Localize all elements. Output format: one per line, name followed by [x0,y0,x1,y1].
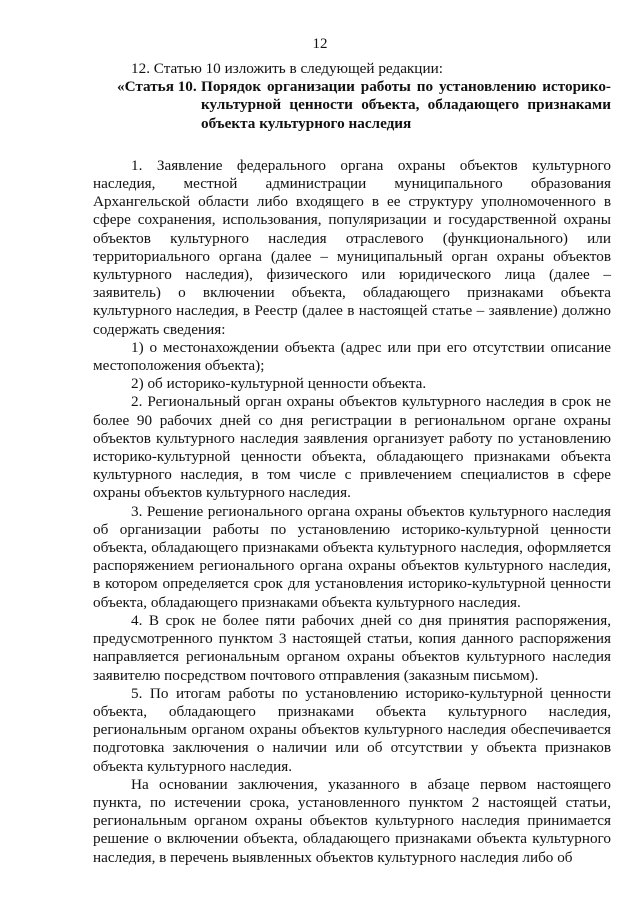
article-heading [93,78,611,133]
amendment-intro: 12. Статью 10 изложить в следующей редакции: [131,60,443,77]
paragraph-2: 2. Региональный орган охраны объектов культурного наследия в срок не более 90 рабочих дней со дня регистрации в региональном органе охраны объектов культурного наследия заявления организует работу по установлению историко-культурной ценности объекта, обладающего признаками объекта культурного наследия, в том числе с привлечением специалистов в сфере охраны объектов культурного наследия. [93,393,611,502]
page-number: 12 [312,36,328,52]
paragraph-1-item-2: 2) об историко-культурной ценности объекта. [131,375,427,393]
paragraph-5: 5. По итогам работы по установлению историко-культурной ценности объекта, обладающего признаками объекта культурного наследия, региональным органом охраны объектов культурного наследия обеспечивается подготовка заключения о наличии или об отсутствии у объекта признаков объекта культурного наследия. [93,684,611,775]
paragraph-1: 1. Заявление федерального органа охраны объектов культурного наследия, местной администрации муниципального образования Архангельской области либо входящего в ее структуру уполномоченного в сфере сохранения, использования, популяризации и государственной охраны объектов культурного наследия отраслевого (функционального) или территориального органа (далее – муниципальный орган охраны объектов культурного наследия), физического или юридического лица (далее – заявитель) о включении объекта, обладающего признаками объекта культурного наследия, в Реестр (далее в настоящей статье – заявление) должно содержать сведения: [93,156,611,338]
paragraph-3: 3. Решение регионального органа охраны объектов культурного наследия об организации работы по установлению историко-культурной ценности объекта, обладающего признаками объекта культурного наследия, оформляется распоряжением регионального органа охраны объектов культурного наследия, в котором определяется срок для установления историко-культурной ценности объекта, обладающего признаками объекта культурного наследия. [93,502,611,611]
article-title: Порядок организации работы по установлению историко-культурной ценности объекта, обладающего признаками объекта культурного наследия [201,78,611,132]
heading-spacer [93,145,611,157]
document-body [93,60,611,867]
paragraph-4: 4. В срок не более пяти рабочих дней со дня принятия распоряжения, предусмотренного пунктом 3 настоящей статьи, копия данного распоряжения направляется региональным органом охраны объектов культурного наследия заявителю посредством почтового отправления (заказным письмом). [93,611,611,684]
paragraph-5-continued: На основании заключения, указанного в абзаце первом настоящего пункта, по истечении срока, установленного пунктом 2 настоящей статьи, региональным органом охраны объектов культурного наследия принимается решение о включении объекта, обладающего признаками объекта культурного наследия, в перечень выявленных объектов культурного наследия либо об [93,775,611,866]
paragraph-1-item-1: 1) о местонахождении объекта (адрес или при его отсутствии описание местоположения объекта); [93,338,611,375]
article-number: «Статья 10. [117,78,197,96]
